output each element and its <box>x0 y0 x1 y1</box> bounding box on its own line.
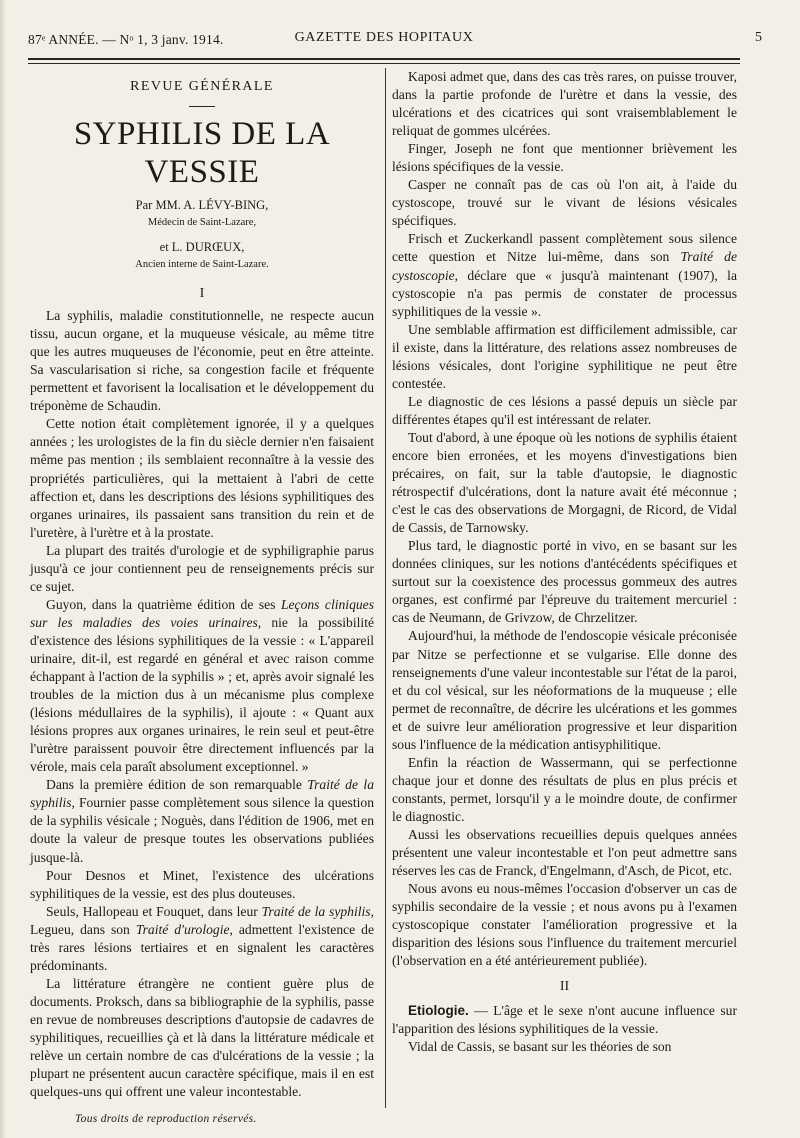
author-2: et L. DURŒUX, <box>159 240 245 255</box>
paragraph: Guyon, dans la quatrième édition de ses Leçons cliniques sur les maladies des voies urinaires, nie la possibilité d'existence des lésions syphilitiques de la vessie : « L'appareil urinaire, dit-il, est regardé en général et avec raison comme échappant à l'action de la syphilis » ; et, après avoir signalé les troubles de la miction dus à un mécanisme plus complexe (lésions médullaires de la syphilis), il ajoute : « Quant aux lésions propres aux organes urinaires, le rein seul et peut-être l'urètre paraissent pouvoir être directement influencés par la vérole, mais cela paraît absolument exceptionnel. » <box>30 596 374 775</box>
rubric-rule <box>189 106 215 107</box>
header-rule-thick <box>28 58 740 60</box>
author-2-affiliation: Ancien interne de Saint-Lazare. <box>135 259 269 271</box>
paragraph: La plupart des traités d'urologie et de syphiligraphie parus jusqu'à ce jour contiennent peu de renseignements précis sur ce sujet. <box>30 542 374 594</box>
paragraph: Une semblable affirmation est difficilement admissible, car il existe, dans la littérature, des relations assez nombreuses de lésions vésicales, dont l'origine syphilitique ne peut être contestée. <box>392 321 737 391</box>
paragraph: Finger, Joseph ne font que mentionner brièvement les lésions spécifiques de la vessie. <box>392 141 737 175</box>
paragraph: La syphilis, maladie constitutionnelle, ne respecte aucun tissu, aucun organe, et la muqueuse vésicale, au même titre que les autres muqueuses de l'économie, peut en être atteinte. Sa vascularisation si riche, sa congestion facile et fréquente permettent et favorisent la localisation et le développement du tréponème de Schaudin. <box>30 308 374 414</box>
paragraph: Pour Desnos et Minet, l'existence des ulcérations syphilitiques de la vessie, est des plus douteuses. <box>30 867 374 901</box>
issue-info: 87ᵉ ANNÉE. — Nᵒ 1, 3 janv. 1914. <box>28 32 224 47</box>
paragraph: Frisch et Zuckerkandl passent complètement sous silence cette question et Nitze lui-même, dans son Traité de cystoscopie, déclare que « jusqu'à maintenant (1907), la cystoscopie n'a pas permis de constater de processus syphilitiques de la vessie ». <box>392 231 737 319</box>
section-heading-1: I <box>199 286 205 302</box>
rights-notice: Tous droits de reproduction réservés. <box>75 1113 257 1125</box>
article-title: SYPHILIS DE LA VESSIE <box>73 116 331 191</box>
paragraph: Vidal de Cassis, se basant sur les théories de son <box>408 1039 672 1055</box>
journal-title: GAZETTE DES HOPITAUX <box>294 30 474 45</box>
author-1-affiliation: Médecin de Saint-Lazare, <box>147 217 257 229</box>
etiology-paragraph <box>392 1002 737 1038</box>
paragraph: Nous avons eu nous-mêmes l'occasion d'observer un cas de syphilis secondaire de la vessie ; et nous avons pu à l'examen cystoscopique constater l'amélioration progressive et la disparition des lésions sous l'influence du traitement mercuriel (l'observation en a été antérieurement publiée). <box>392 881 737 969</box>
paragraph: Cette notion était complètement ignorée, il y a quelques années ; les urologistes de la fin du siècle dernier n'en faisaient même pas mention ; ils semblaient reconnaître à la vessie des propriétés particulières, qui la mettaient à l'abri de cette affection et, dans les descriptions des lésions syphilitiques des organes urinaires, ils passaient sans transition du rein et de l'uretère, à l'urètre et à la prostate. <box>30 416 374 540</box>
paragraph: Le diagnostic de ces lésions a passé depuis un siècle par différentes étapes qu'il est intéressant de relater. <box>392 393 737 427</box>
paragraph: Enfin la réaction de Wassermann, qui se perfectionne chaque jour et donne des résultats de plus en plus précis et constants, permet, lorsqu'il y a le moindre doute, de confirmer le diagnostic. <box>392 754 737 824</box>
paragraph: Dans la première édition de son remarquable Traité de la syphilis, Fournier passe complètement sous silence la question de la syphilis vésicale ; Noguès, dans l'édition de 1906, met en doute la valeur de presque toutes les observations publiées jusque-là. <box>30 777 374 865</box>
paragraph: La littérature étrangère ne contient guère plus de documents. Proksch, dans sa bibliographie de la syphilis, passe en revue de nombreuses descriptions d'autopsie de cadavres de syphilitiques, recueillies çà et là dans la littérature médicale et relève un certain nombre de cas d'ulcérations de la vessie ; la plupart ne présentent aucun caractère spécifique, mais il en est quelques-uns qui offrent une valeur incontestable. <box>30 975 374 1100</box>
column-separator <box>385 68 386 1108</box>
left-column <box>30 68 374 1101</box>
etiology-heading: Etiologie. <box>408 1003 469 1019</box>
section-heading-2: II <box>559 979 570 995</box>
paragraph: Casper ne connaît pas de cas où l'on ait, à l'aide du cystoscope, trouvé sur le vivant de lésions vésicales spécifiques. <box>392 177 737 229</box>
paragraph: Plus tard, le diagnostic porté in vivo, en se basant sur les données cliniques, sur les notions d'antécédents spécifiques et surtout sur la coexistence des processus gommeux des autres organes, est confirmé par l'épreuve du traitement mercuriel : cas de Neumann, de Grivzow, de Chrzelitzer. <box>392 538 737 626</box>
paragraph: Kaposi admet que, dans des cas très rares, on puisse trouver, dans la partie profonde de l'urètre et dans la vessie, des ulcérations et des cicatrices qui sont vraisemblablement le reliquat de gommes ulcérées. <box>392 69 737 139</box>
paragraph: Aujourd'hui, la méthode de l'endoscopie vésicale préconisée par Nitze se perfectionne et se vulgarise. Elle donne des renseignements d'une valeur incontestable sur l'état de la paroi, et du col vésical, sur les néoformations de la muqueuse ; elle permet de reconnaître, de décrire les ulcérations et les gommes et de suivre leur amélioration progressive et leur disparition sous l'influence de la médication antisyphilitique. <box>392 628 737 752</box>
right-column <box>392 68 737 1057</box>
rubric: REVUE GÉNÉRALE <box>130 79 274 94</box>
page-edge-shadow <box>0 0 6 1138</box>
paragraph: Aussi les observations recueillies depuis quelques années présentent une valeur incontestable et l'on peut admettre sans réserves les cas de Franck, d'Engelmann, d'Asch, de Picot, etc. <box>392 826 737 879</box>
page-header <box>28 28 762 54</box>
paragraph: Tout d'abord, à une époque où les notions de syphilis étaient encore bien erronées, et les moyens d'investigations bien précaires, on fait, sur la table d'autopsie, le diagnostic rétrospectif d'ulcérations, dont la nature avait été méconnue ; c'est le cas des observations de Morgagni, de Ricord, de Vidal de Cassis, de Tarnowsky. <box>392 429 737 536</box>
paragraph: Seuls, Hallopeau et Fouquet, dans leur Traité de la syphilis, Legueu, dans son Traité d'urologie, admettent l'existence de très rares lésions tertiaires et en signalent les caractères prédominants. <box>30 903 374 973</box>
page-number: 5 <box>755 30 762 45</box>
author-1: Par MM. A. LÉVY-BING, <box>135 198 269 213</box>
header-rule-thin <box>28 63 740 64</box>
etiology-text: — L'âge et le sexe n'ont aucune influence sur l'apparition des lésions syphilitiques de la vessie. <box>392 1003 737 1037</box>
